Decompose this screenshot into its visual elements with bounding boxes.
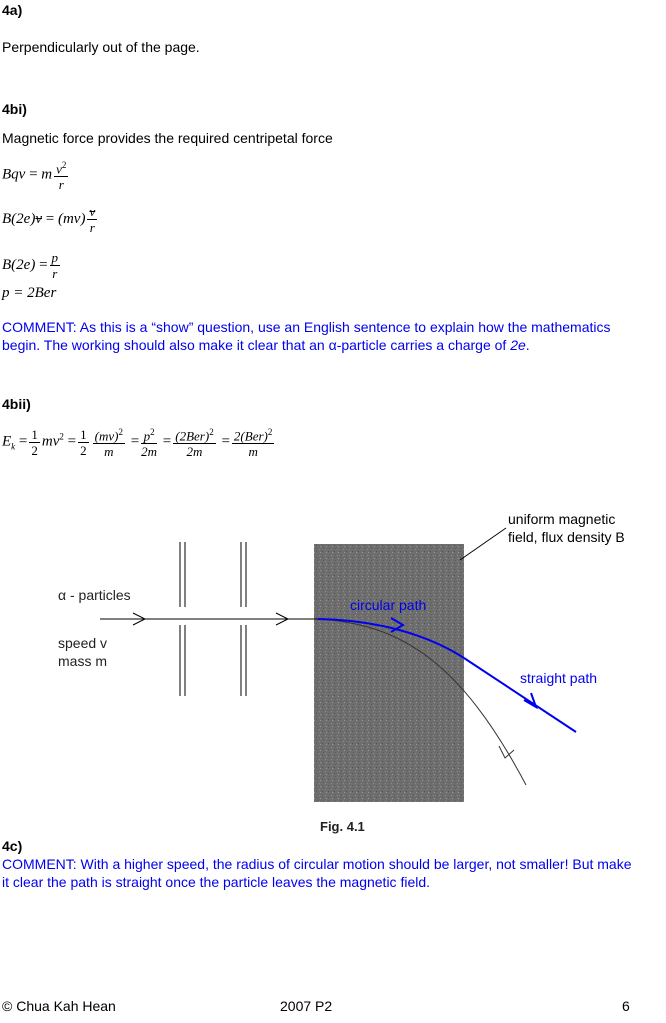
- frac-half-1-num: 1: [31, 426, 38, 442]
- frac-half-2-den: 2: [80, 442, 87, 458]
- eq3-den: r: [52, 266, 58, 281]
- q4bi-comment-line2-charge: 2e: [510, 337, 526, 353]
- q4bi-equation-3: [2, 250, 62, 281]
- q4bi-comment-line2-text: begin. The working should also make it clear that an α-particle carries a charge of: [2, 337, 511, 353]
- original-path-arrow: [499, 746, 514, 758]
- eq1-fraction: [54, 158, 68, 192]
- q4bi-comment-line1: COMMENT: As this is a “show” question, use an English sentence to explain how the mathematics: [2, 319, 611, 335]
- eq2-fraction: [87, 204, 97, 235]
- q4c-comment: [2, 855, 666, 891]
- eq1-equals: =: [29, 166, 38, 183]
- eq2-den: r: [89, 220, 95, 235]
- label-field-line2: field, flux density B: [508, 529, 625, 545]
- eq3-equals: =: [39, 256, 48, 273]
- term-mv: mv: [41, 433, 60, 450]
- label-straight-path: straight path: [520, 670, 598, 686]
- q4bi-equation-1: [2, 158, 70, 192]
- frac-2ber2-m-den: m: [248, 444, 258, 460]
- figure-caption: Fig. 4.1: [320, 819, 365, 834]
- frac-half-2: [78, 427, 89, 458]
- q4bi-equation-2: [2, 204, 99, 235]
- frac-p2-2m-den: 2m: [141, 444, 158, 460]
- q4bi-equation-4: p = 2Ber: [2, 285, 57, 301]
- eq1-num-sup: 2: [61, 160, 67, 170]
- frac-2ber2-2m-sup: 2: [209, 427, 214, 437]
- equals-4: =: [162, 433, 172, 450]
- eq3-lhs: B(2e): [2, 256, 36, 273]
- field-leader-line: [460, 528, 506, 560]
- frac-mv2-m-num: (mv): [94, 428, 119, 444]
- frac-2ber2-2m: [173, 425, 215, 459]
- eq2-num: v: [89, 204, 96, 219]
- equals-5: =: [221, 433, 230, 450]
- equals-2: =: [67, 433, 77, 450]
- label-circular-path: circular path: [350, 597, 427, 613]
- straight-path-arrow: [524, 693, 536, 707]
- label-alpha-particles: α - particles: [58, 587, 131, 603]
- footer-author: © Chua Kah Hean: [2, 998, 116, 1014]
- eq2-lhs: B(2e): [2, 210, 36, 227]
- frac-half-1-den: 2: [31, 442, 38, 458]
- eq3-fraction: [50, 250, 61, 281]
- q4bi-heading: 4bi): [2, 101, 27, 117]
- frac-half-2-num: 1: [80, 426, 87, 442]
- eq2-equals: =: [45, 210, 55, 227]
- frac-half-1: [29, 427, 40, 458]
- q4bi-intro: Magnetic force provides the required centripetal force: [2, 130, 333, 146]
- label-speed: speed v: [58, 635, 108, 651]
- equals-1: =: [18, 433, 28, 450]
- q4a-answer: Perpendicularly out of the page.: [2, 39, 200, 55]
- ek-symbol: E: [2, 433, 12, 450]
- magnetic-field-region: [314, 544, 464, 802]
- eq1-mass: m: [41, 166, 53, 183]
- eq3-num: p: [51, 250, 59, 265]
- figure-4-1: [0, 500, 666, 840]
- q4bi-comment: [2, 318, 666, 354]
- footer-paper: 2007 P2: [280, 998, 333, 1014]
- q4c-comment-line2: it clear the path is straight once the particle leaves the magnetic field.: [2, 874, 431, 890]
- frac-2ber2-2m-num: (2Ber): [175, 428, 210, 444]
- frac-2ber2-m-sup: 2: [267, 427, 273, 437]
- q4bi-comment-line2: [2, 336, 666, 354]
- q4c-comment-line1: COMMENT: With a higher speed, the radius of circular motion should be larger, not smaller! But make: [2, 856, 632, 872]
- eq1-den: r: [58, 177, 64, 193]
- eq1-num: v: [56, 161, 62, 177]
- q4bi-comment-line2-end: .: [525, 337, 530, 353]
- frac-2ber2-m-num: 2(Ber): [233, 428, 268, 444]
- frac-p2-2m-sup: 2: [150, 427, 155, 437]
- frac-2ber2-m: [232, 425, 274, 459]
- frac-mv2-m: [93, 425, 125, 459]
- frac-2ber2-2m-den: 2m: [186, 444, 203, 460]
- q4c-heading: 4c): [2, 838, 23, 854]
- q4bii-heading: 4bii): [2, 396, 31, 412]
- label-field-line1: uniform magnetic: [508, 511, 616, 527]
- eq1-lhs: Bqv: [2, 166, 26, 183]
- term-mv-sup: 2: [59, 431, 64, 442]
- frac-mv2-m-den: m: [104, 444, 114, 460]
- equals-3: =: [130, 433, 140, 450]
- q4a-heading: 4a): [2, 2, 23, 18]
- eq2-mv: (mv): [57, 210, 86, 227]
- label-mass: mass m: [58, 653, 107, 669]
- ek-sub: k: [11, 441, 16, 452]
- frac-p2-2m-num: p: [143, 428, 151, 444]
- footer-page-number: 6: [622, 998, 630, 1014]
- frac-p2-2m: [141, 425, 157, 459]
- q4bii-equation: [2, 425, 276, 459]
- frac-mv2-m-sup: 2: [118, 427, 123, 437]
- eq2-strike: v: [35, 210, 42, 227]
